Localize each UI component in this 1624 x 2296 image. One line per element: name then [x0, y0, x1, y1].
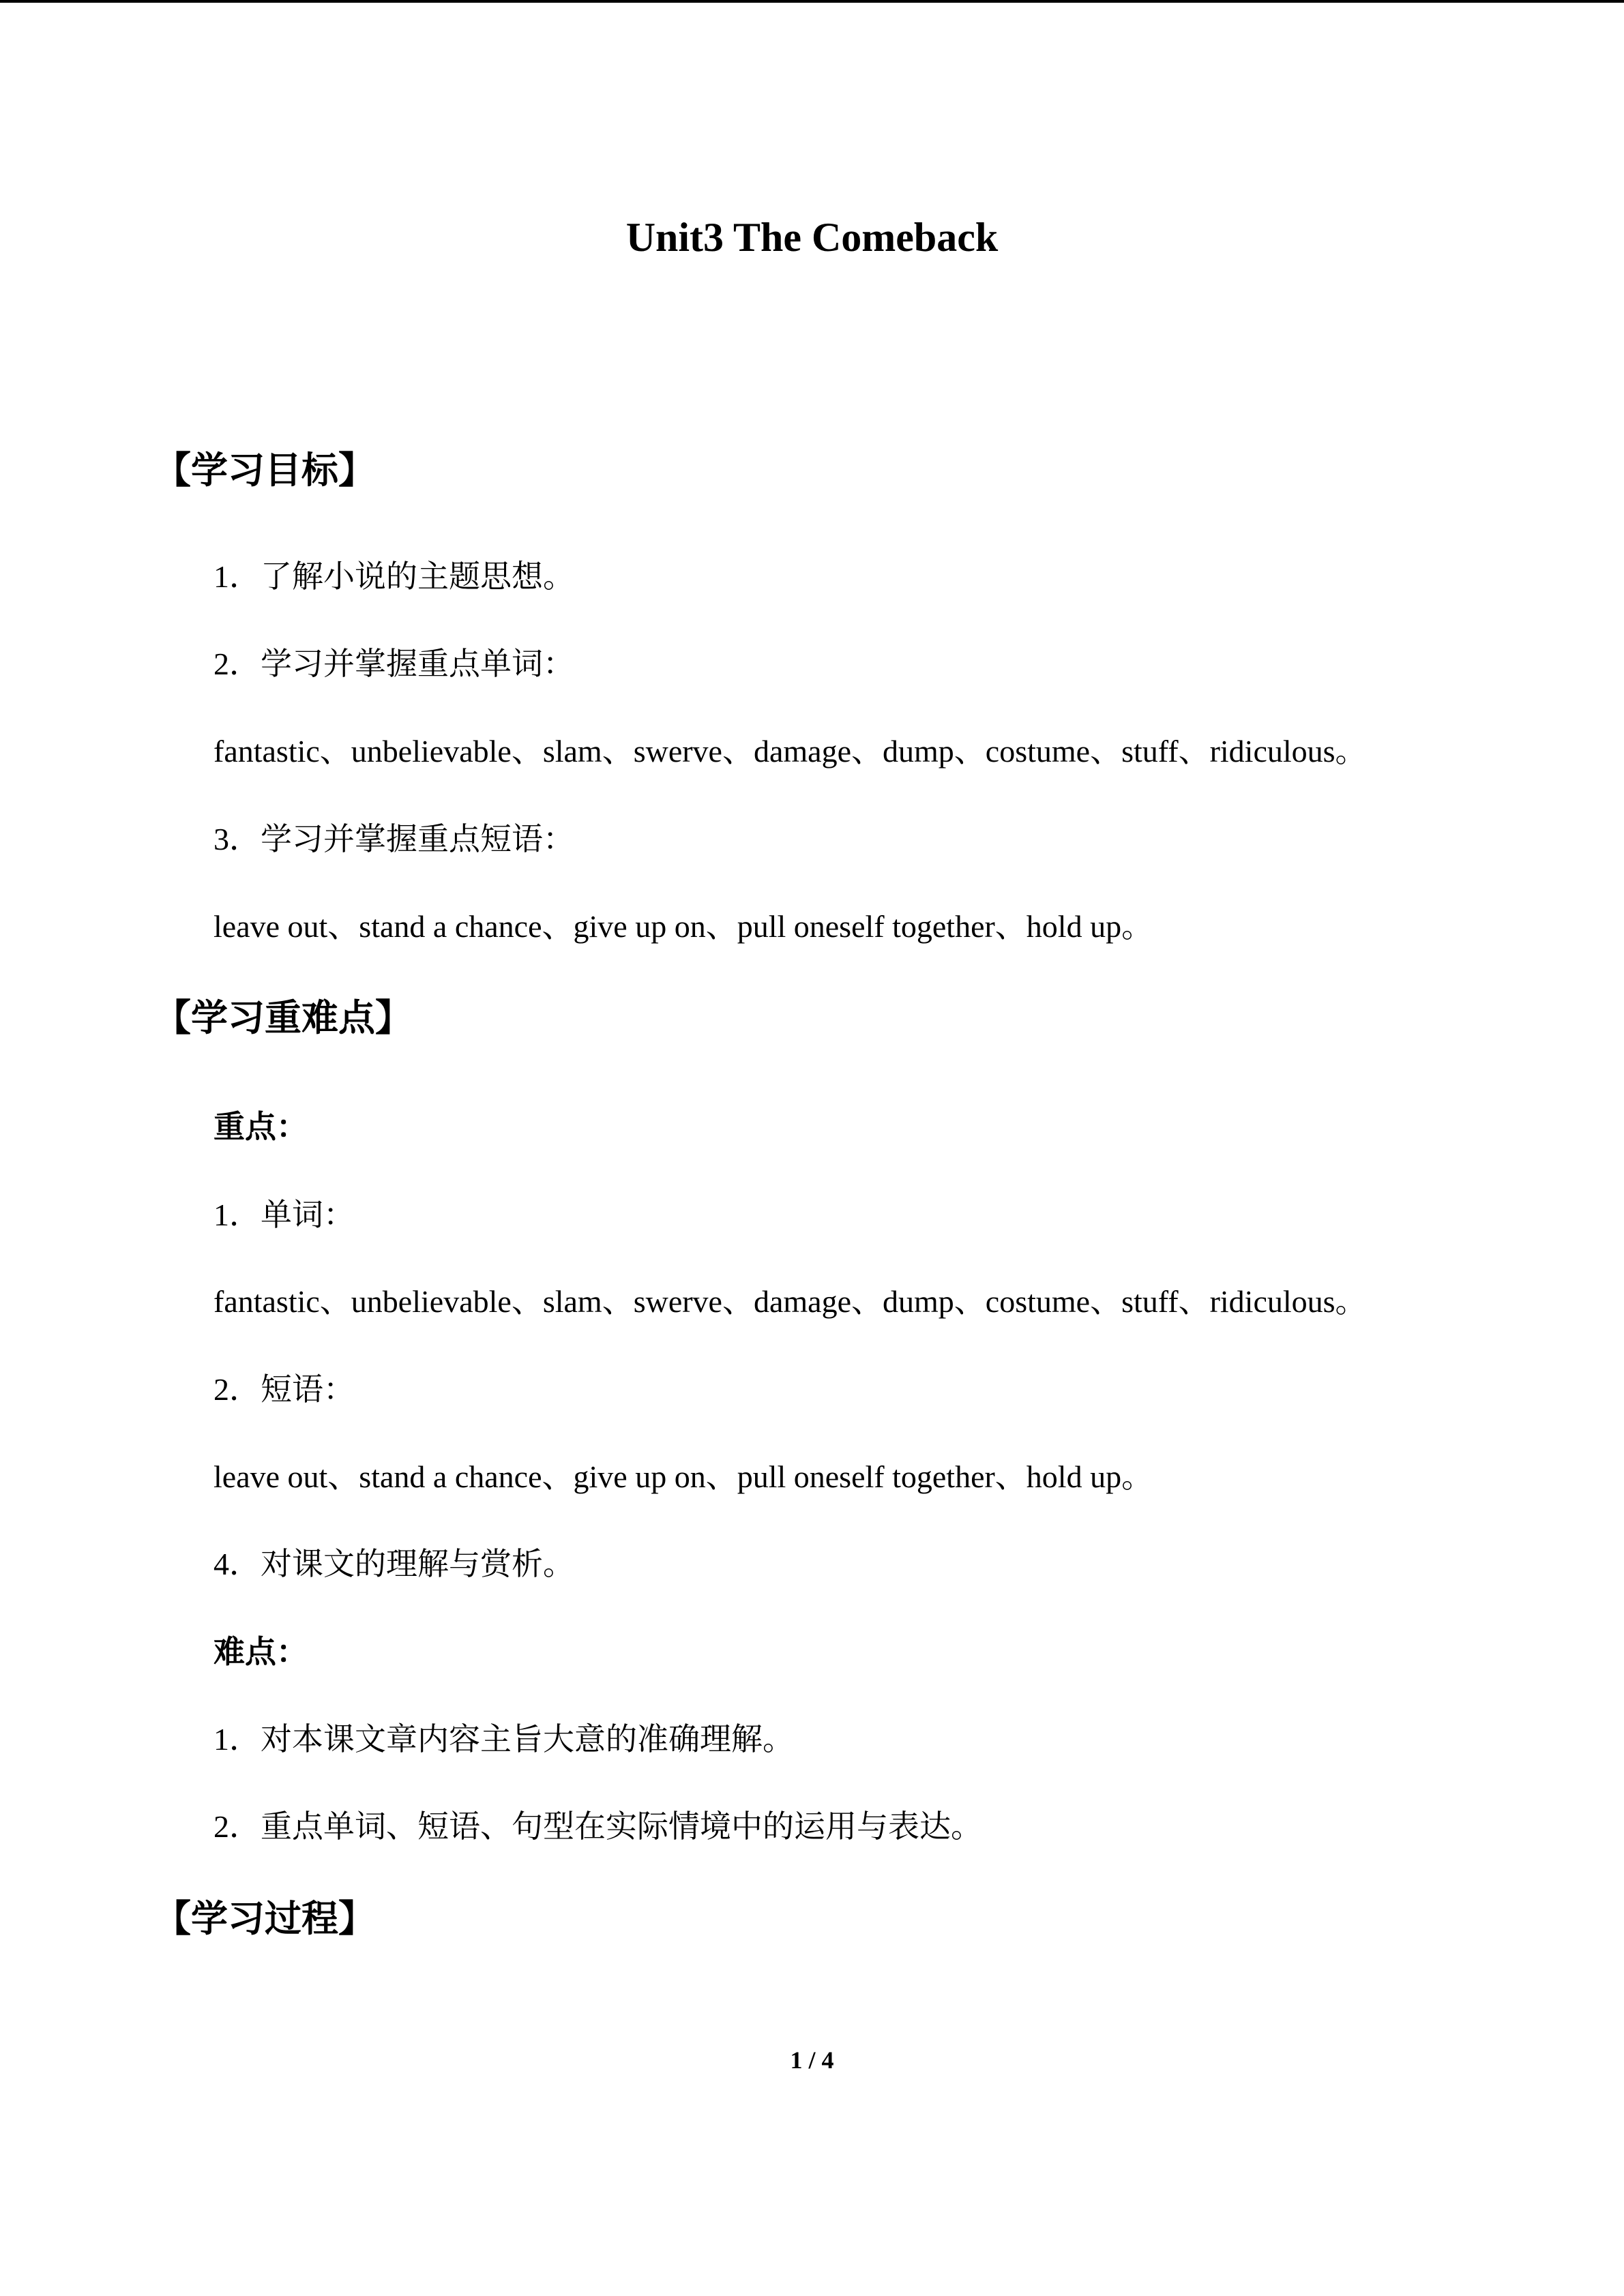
key-item-words: 1．单词：	[213, 1197, 355, 1232]
objective-item-1: 1．了解小说的主题思想。	[213, 559, 574, 594]
section-heading-key-difficult-points: 【学习重难点】	[154, 998, 412, 1039]
key-points-label: 重点：	[213, 1109, 308, 1144]
objective-phrase-list: leave out、stand a chance、give up on、pull oneself together、hold up。	[213, 909, 1153, 944]
difficult-points-label: 难点：	[213, 1635, 308, 1669]
document-title: Unit3 The Comeback	[625, 215, 999, 260]
objective-item-2: 2．学习并掌握重点单词：	[213, 646, 574, 681]
section-heading-learning-process: 【学习过程】	[154, 1898, 375, 1939]
difficult-item-1: 1．对本课文章内容主旨大意的准确理解。	[213, 1722, 794, 1757]
key-item-phrases: 2．短语：	[213, 1372, 355, 1407]
page-top-border	[0, 0, 1624, 3]
section-heading-learning-objectives: 【学习目标】	[154, 450, 375, 491]
page-number: 1 / 4	[790, 2046, 834, 2074]
objective-vocabulary-list: fantastic、unbelievable、slam、swerve、damage、dump、costume、stuff、ridiculous。	[213, 734, 1367, 769]
difficult-item-2: 2．重点单词、短语、句型在实际情境中的运用与表达。	[213, 1809, 982, 1844]
key-phrase-list: leave out、stand a chance、give up on、pull oneself together、hold up。	[213, 1459, 1153, 1494]
objective-item-3: 3．学习并掌握重点短语：	[213, 822, 574, 856]
key-vocabulary-list: fantastic、unbelievable、slam、swerve、damage、dump、costume、stuff、ridiculous。	[213, 1284, 1367, 1319]
key-item-text-comprehension: 4．对课文的理解与赏析。	[213, 1547, 574, 1581]
